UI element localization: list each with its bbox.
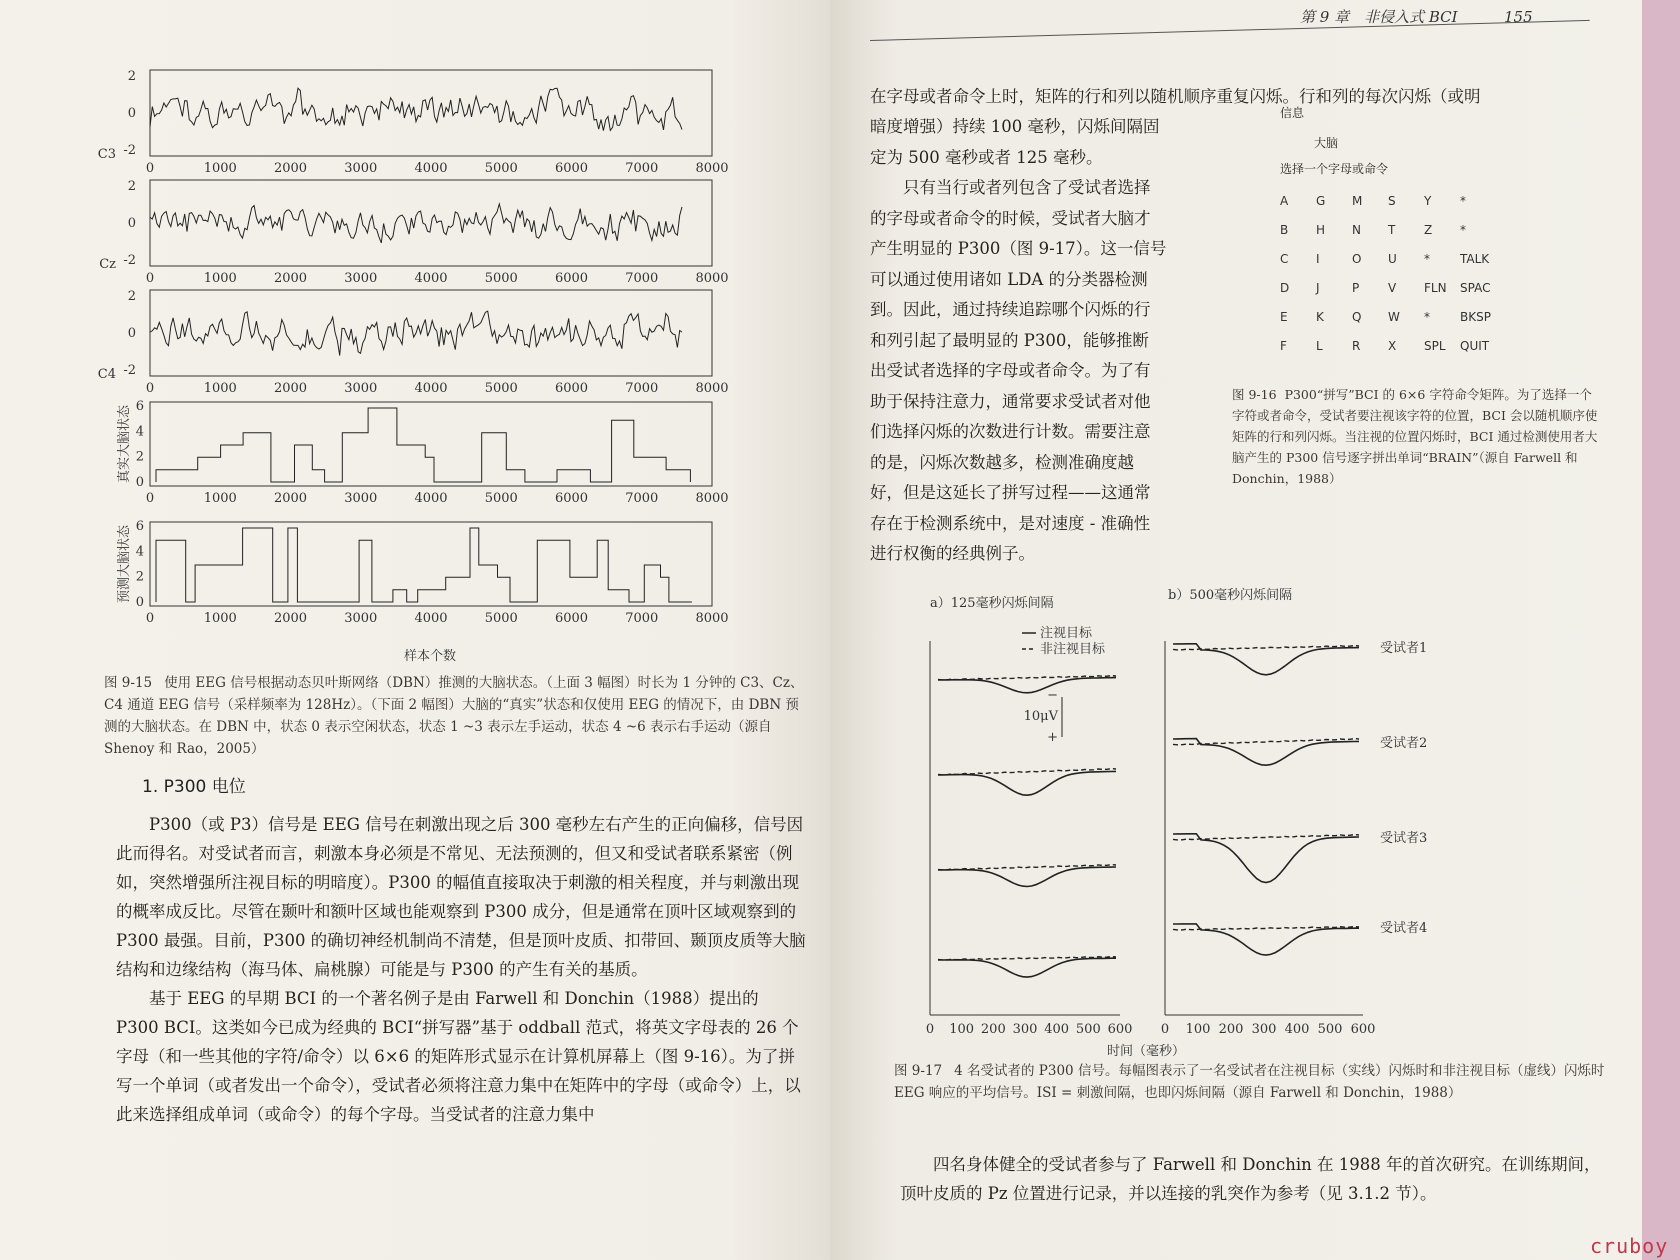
y-tick-label: 2 bbox=[135, 569, 144, 585]
state-trace bbox=[156, 408, 690, 482]
state-trace bbox=[156, 528, 692, 602]
bottom-paragraph-text: 四名身体健全的受试者参与了 Farwell 和 Donchin 在 1988 年的首次研究。在训练期间，顶叶皮质的 Pz 位置进行记录，并以连接的乳突作为参考（见 3.1.2 节）。 bbox=[900, 1155, 1601, 1203]
right-page bbox=[830, 0, 1642, 1260]
x-tick-label: 1000 bbox=[203, 161, 237, 176]
matrix-cell: W bbox=[1388, 309, 1400, 324]
x-tick-label: 8000 bbox=[695, 161, 729, 176]
fig-9-15-caption bbox=[104, 672, 804, 760]
eeg-trace bbox=[150, 204, 682, 243]
x-tick-label: 5000 bbox=[484, 381, 518, 396]
y-tick-label: -2 bbox=[123, 363, 136, 378]
legend-attended: 注视目标 bbox=[1040, 626, 1093, 641]
fig15-panel bbox=[98, 69, 729, 176]
chapter-header: 第 9 章 非侵入式 BCI bbox=[1300, 8, 1458, 26]
matrix-cell: M bbox=[1352, 193, 1363, 208]
matrix-cell: N bbox=[1352, 222, 1361, 237]
fig-9-17-caption-text: 4 名受试者的 P300 信号。每幅图表示了一名受试者在注视目标（实线）闪烁时和非注视目标（虚线）闪烁时 EEG 响应的平均信号。ISI = 刺激间隔，也即闪烁间隔（源自 Farwell 和 Donchin，1988） bbox=[894, 1063, 1605, 1101]
matrix-cell: Z bbox=[1424, 222, 1433, 237]
legend-unattended: 非注视目标 bbox=[1040, 642, 1106, 657]
x-tick-label: 0 bbox=[145, 271, 155, 286]
attended-wave bbox=[938, 958, 1116, 977]
x-tick-label: 200 bbox=[1218, 1022, 1244, 1037]
x-tick-label: 2000 bbox=[273, 271, 308, 286]
fig-9-16-caption-text: P300“拼写”BCI 的 6×6 字符命令矩阵。为了选择一个字符或者命令，受试者要注视该字符的位置，BCI 会以随机顺序使矩阵的行和列闪烁。当注视的位置闪烁时，BCI 通过检测使用者大脑产生的 P300 信号逐字拼出单词“BRAIN”（源自 Farwell 和 Donchin，1988） bbox=[1232, 387, 1598, 486]
x-tick-label: 3000 bbox=[344, 491, 378, 506]
watermark: cruboy bbox=[1590, 1234, 1669, 1258]
y-tick-label: 4 bbox=[135, 424, 144, 440]
section-title: 1. P300 电位 bbox=[142, 777, 246, 797]
x-tick-label: 0 bbox=[145, 381, 155, 396]
x-tick-label: 100 bbox=[1185, 1022, 1211, 1037]
matrix-row bbox=[1280, 215, 1496, 244]
x-tick-label: 4000 bbox=[414, 611, 448, 626]
x-tick-label: 6000 bbox=[554, 491, 589, 506]
x-tick-label: 300 bbox=[1012, 1022, 1038, 1037]
left-page bbox=[0, 0, 830, 1260]
scale-plus: + bbox=[1047, 730, 1058, 745]
x-tick-label: 7000 bbox=[625, 161, 659, 176]
x-tick-label: 3000 bbox=[344, 611, 378, 626]
matrix-cell: * bbox=[1424, 309, 1430, 324]
matrix-cell: TALK bbox=[1460, 251, 1490, 266]
matrix-row bbox=[1280, 273, 1496, 302]
matrix-cell: * bbox=[1460, 193, 1466, 208]
y-tick-label: 0 bbox=[127, 326, 136, 341]
channel-label: Cz bbox=[99, 257, 116, 272]
matrix-cell: J bbox=[1316, 280, 1320, 295]
fig15-panel bbox=[99, 179, 728, 286]
matrix-cell: K bbox=[1316, 309, 1324, 324]
x-tick-label: 4000 bbox=[414, 491, 448, 506]
body-line: 和列引起了最明显的 P300，能够推断 bbox=[870, 330, 1149, 350]
matrix-row bbox=[1280, 331, 1496, 360]
fig15-panel-frame bbox=[150, 70, 712, 156]
matrix-cell: QUIT bbox=[1460, 338, 1490, 353]
matrix-row bbox=[1280, 302, 1496, 331]
body-line: 产生明显的 P300（图 9-17）。这一信号 bbox=[870, 239, 1167, 258]
character-matrix bbox=[1280, 186, 1496, 360]
fig-9-16-caption bbox=[1232, 384, 1604, 489]
subject-label: 受试者4 bbox=[1380, 921, 1428, 936]
fig-9-16-caption-label: 图 9-16 bbox=[1232, 387, 1277, 402]
fig-9-17-caption bbox=[894, 1060, 1614, 1104]
x-tick-label: 8000 bbox=[695, 271, 729, 286]
fig15-panel bbox=[116, 519, 729, 626]
body-line: 存在于检测系统中，是对速度 - 准确性 bbox=[870, 513, 1151, 533]
channel-label: C3 bbox=[97, 147, 116, 162]
matrix-cell: * bbox=[1424, 251, 1430, 266]
x-tick-label: 3000 bbox=[344, 381, 378, 396]
matrix-cell: T bbox=[1388, 222, 1396, 237]
x-tick-label: 7000 bbox=[625, 491, 659, 506]
x-tick-label: 3000 bbox=[344, 271, 378, 286]
x-tick-label: 1000 bbox=[203, 381, 237, 396]
fig15-panel-frame bbox=[150, 522, 712, 606]
x-tick-label: 5000 bbox=[484, 611, 518, 626]
x-tick-label: 7000 bbox=[625, 271, 659, 286]
body-line: 只有当行或者列包含了受试者选择 bbox=[903, 178, 1151, 197]
right-left-column bbox=[870, 112, 1210, 570]
matrix-cell: SPL bbox=[1424, 338, 1446, 353]
matrix-cell: SPAC bbox=[1460, 280, 1491, 295]
matrix-row bbox=[1280, 244, 1496, 273]
x-tick-label: 5000 bbox=[484, 491, 518, 506]
body-line: 到。因此，通过持续追踪哪个闪烁的行 bbox=[870, 300, 1151, 319]
fig15-panel-frame bbox=[150, 290, 712, 376]
x-tick-label: 2000 bbox=[273, 381, 308, 396]
x-tick-label: 2000 bbox=[273, 611, 308, 626]
fig-9-16-label-brain: 大脑 bbox=[1314, 136, 1339, 150]
matrix-cell: S bbox=[1388, 193, 1396, 208]
attended-wave bbox=[1173, 834, 1359, 883]
matrix-cell: Y bbox=[1424, 193, 1432, 208]
y-tick-label: 0 bbox=[127, 106, 136, 121]
fig-9-15-caption-label: 图 9-15 bbox=[104, 675, 153, 691]
eeg-trace bbox=[150, 311, 682, 355]
y-tick-label: 2 bbox=[127, 289, 136, 304]
x-tick-label: 1000 bbox=[203, 491, 237, 506]
body-line: 进行权衡的经典例子。 bbox=[870, 544, 1035, 563]
x-tick-label: 500 bbox=[1317, 1022, 1343, 1037]
y-tick-label: 4 bbox=[135, 544, 144, 560]
body-line: 好，但是这延长了拼写过程——这通常 bbox=[870, 483, 1151, 502]
y-tick-label: 2 bbox=[127, 179, 136, 194]
y-tick-label: -2 bbox=[123, 253, 136, 268]
attended-wave bbox=[938, 678, 1116, 693]
body-line: 们选择闪烁的次数进行计数。需要注意 bbox=[870, 422, 1151, 441]
x-tick-label: 200 bbox=[980, 1022, 1006, 1037]
x-tick-label: 3000 bbox=[344, 161, 378, 176]
x-tick-label: 5000 bbox=[484, 161, 518, 176]
x-tick-label: 600 bbox=[1350, 1022, 1376, 1037]
x-tick-label: 0 bbox=[145, 161, 155, 176]
y-tick-label: 2 bbox=[127, 69, 136, 84]
matrix-cell: Q bbox=[1352, 309, 1362, 324]
fig17-title-a: a）125毫秒闪烁间隔 bbox=[930, 596, 1054, 611]
y-axis-label: 真实大脑状态 bbox=[117, 404, 132, 484]
matrix-cell: D bbox=[1280, 280, 1290, 295]
x-tick-label: 4000 bbox=[414, 271, 448, 286]
x-tick-label: 300 bbox=[1251, 1022, 1277, 1037]
attended-wave bbox=[938, 867, 1116, 887]
body-line: 暗度增强）持续 100 毫秒，闪烁间隔固 bbox=[870, 117, 1160, 136]
matrix-cell: L bbox=[1316, 338, 1323, 353]
y-tick-label: 0 bbox=[135, 595, 144, 610]
x-tick-label: 7000 bbox=[625, 381, 659, 396]
fig17-title-b: b）500毫秒闪烁间隔 bbox=[1168, 588, 1293, 603]
fig-9-16-label-select: 选择一个字母或命令 bbox=[1280, 162, 1389, 176]
scale-label: 10μV bbox=[1023, 709, 1058, 724]
matrix-cell: E bbox=[1280, 309, 1288, 324]
paragraph-farwell: 基于 EEG 的早期 BCI 的一个著名例子是由 Farwell 和 Donchin（1988）提出的 P300 BCI。这类如今已成为经典的 BCI“拼写器”基于 oddball 范式，将英文字母表的 26 个字母（和一些其他的字符/命令）以 6×6 的矩阵形式显示在计算机屏幕上（图 9-16）。为了拼写一个单词（或者发出一个命令），受试者必须将注意力集中在矩阵中的字母（或命令）上，以此来选择组成单词（或命令）的每个字母。当受试者的注意力集中 bbox=[116, 989, 801, 1124]
matrix-cell: R bbox=[1352, 338, 1361, 353]
fig15-panel-frame bbox=[150, 402, 712, 486]
fig15-panel bbox=[98, 289, 729, 396]
x-tick-label: 500 bbox=[1075, 1022, 1101, 1037]
x-tick-label: 400 bbox=[1284, 1022, 1310, 1037]
attended-wave bbox=[938, 771, 1116, 795]
x-axis-label: 样本个数 bbox=[403, 649, 457, 664]
y-tick-label: -2 bbox=[123, 143, 136, 158]
matrix-cell: * bbox=[1460, 222, 1466, 237]
x-tick-label: 0 bbox=[1160, 1022, 1170, 1037]
y-axis-label: 预测大脑状态 bbox=[117, 524, 132, 604]
x-tick-label: 0 bbox=[145, 491, 155, 506]
x-tick-label: 4000 bbox=[414, 161, 448, 176]
matrix-cell: F bbox=[1280, 338, 1287, 353]
x-tick-label: 6000 bbox=[554, 271, 589, 286]
paragraph-p300: P300（或 P3）信号是 EEG 信号在刺激出现之后 300 毫秒左右产生的正向偏移，信号因此而得名。对受试者而言，刺激本身必须是不常见、无法预测的，但又和受试者联系紧密（例如，突然增强所注视目标的明暗度）。P300 的幅值直接取决于刺激的相关程度，并与刺激出现的概率成反比。尽管在颞叶和额叶区域也能观察到 P300 成分，但是通常在顶叶区域观察到的 P300 最强。目前，P300 的确切神经机制尚不清楚，但是顶叶皮质、扣带回、颞顶皮质等大脑结构和边缘结构（海马体、扁桃腺）可能是与 P300 的产生有关的基质。 bbox=[116, 815, 806, 979]
matrix-cell: V bbox=[1388, 280, 1397, 295]
x-tick-label: 4000 bbox=[414, 381, 448, 396]
matrix-row bbox=[1280, 186, 1496, 215]
x-tick-label: 400 bbox=[1044, 1022, 1070, 1037]
y-tick-label: 2 bbox=[135, 449, 144, 465]
y-tick-label: 6 bbox=[135, 399, 144, 414]
page-number: 155 bbox=[1504, 8, 1533, 26]
x-tick-label: 2000 bbox=[273, 491, 308, 506]
x-tick-label: 8000 bbox=[695, 381, 729, 396]
matrix-cell: U bbox=[1388, 251, 1397, 266]
matrix-cell: I bbox=[1316, 251, 1320, 266]
x-tick-label: 100 bbox=[949, 1022, 975, 1037]
fig15-panel bbox=[116, 399, 729, 506]
x-tick-label: 600 bbox=[1107, 1022, 1133, 1037]
y-tick-label: 0 bbox=[135, 475, 144, 490]
x-tick-label: 6000 bbox=[554, 611, 589, 626]
x-tick-label: 1000 bbox=[203, 271, 237, 286]
x-tick-label: 8000 bbox=[695, 611, 729, 626]
subject-label: 受试者3 bbox=[1380, 831, 1428, 846]
fig17-x-axis-label: 时间（毫秒） bbox=[1106, 1044, 1186, 1059]
subject-label: 受试者2 bbox=[1380, 736, 1428, 751]
left-body-text bbox=[116, 810, 806, 1129]
matrix-cell: O bbox=[1352, 251, 1362, 266]
body-line: 定为 500 毫秒或者 125 毫秒。 bbox=[870, 147, 1103, 167]
intro-line: 在字母或者命令上时，矩阵的行和列以随机顺序重复闪烁。行和列的每次闪烁（或明 bbox=[870, 87, 1481, 106]
book-edge bbox=[1642, 0, 1680, 1260]
fig-9-16-label-info: 信息 bbox=[1280, 106, 1305, 120]
matrix-cell: FLN bbox=[1424, 280, 1447, 295]
matrix-cell: X bbox=[1388, 338, 1397, 353]
x-tick-label: 6000 bbox=[554, 381, 589, 396]
fig-9-15-plots bbox=[97, 62, 780, 664]
channel-label: C4 bbox=[97, 367, 116, 382]
y-tick-label: 0 bbox=[127, 216, 136, 231]
fig-9-17-caption-label: 图 9-17 bbox=[894, 1063, 943, 1079]
x-tick-label: 0 bbox=[145, 611, 155, 626]
body-line: 出受试者选择的字母或者命令。为了有 bbox=[870, 361, 1151, 380]
y-tick-label: 6 bbox=[135, 519, 144, 534]
bottom-paragraph bbox=[900, 1150, 1610, 1208]
x-tick-label: 7000 bbox=[625, 611, 659, 626]
attended-wave bbox=[1173, 739, 1359, 766]
matrix-cell: G bbox=[1316, 193, 1326, 208]
body-line: 的是，闪烁次数越多，检测准确度越 bbox=[870, 452, 1134, 472]
body-line: 助于保持注意力，通常要求受试者对他 bbox=[870, 391, 1151, 411]
header-rule bbox=[870, 20, 1590, 41]
scale-minus: − bbox=[1047, 688, 1058, 703]
x-tick-label: 5000 bbox=[484, 271, 518, 286]
eeg-trace bbox=[150, 88, 682, 130]
x-tick-label: 2000 bbox=[273, 161, 308, 176]
matrix-cell: BKSP bbox=[1460, 309, 1491, 324]
body-line: 可以通过使用诸如 LDA 的分类器检测 bbox=[870, 269, 1148, 289]
fig-9-17-plots bbox=[910, 585, 1630, 1060]
matrix-cell: H bbox=[1316, 222, 1326, 237]
x-tick-label: 8000 bbox=[695, 491, 729, 506]
x-tick-label: 6000 bbox=[554, 161, 589, 176]
matrix-cell: P bbox=[1352, 280, 1360, 295]
matrix-cell: B bbox=[1280, 222, 1289, 237]
matrix-cell: C bbox=[1280, 251, 1289, 266]
matrix-cell: A bbox=[1280, 193, 1289, 208]
fig-9-15-caption-text: 使用 EEG 信号根据动态贝叶斯网络（DBN）推测的大脑状态。（上面 3 幅图）时长为 1 分钟的 C3、Cz、C4 通道 EEG 信号（采样频率为 128Hz）。（下面 2 幅图）大脑的“真实”状态和仅使用 EEG 的情况下，由 DBN 预测的大脑状态。在 DBN 中，状态 0 表示空闲状态，状态 1 ~3 表示左手运动，状态 4 ~6 表示右手运动（源自 Shenoy 和 Rao，2005） bbox=[104, 675, 804, 757]
body-line: 的字母或者命令的时候，受试者大脑才 bbox=[870, 208, 1151, 228]
x-tick-label: 0 bbox=[925, 1022, 935, 1037]
subject-label: 受试者1 bbox=[1380, 641, 1428, 656]
x-tick-label: 1000 bbox=[203, 611, 237, 626]
